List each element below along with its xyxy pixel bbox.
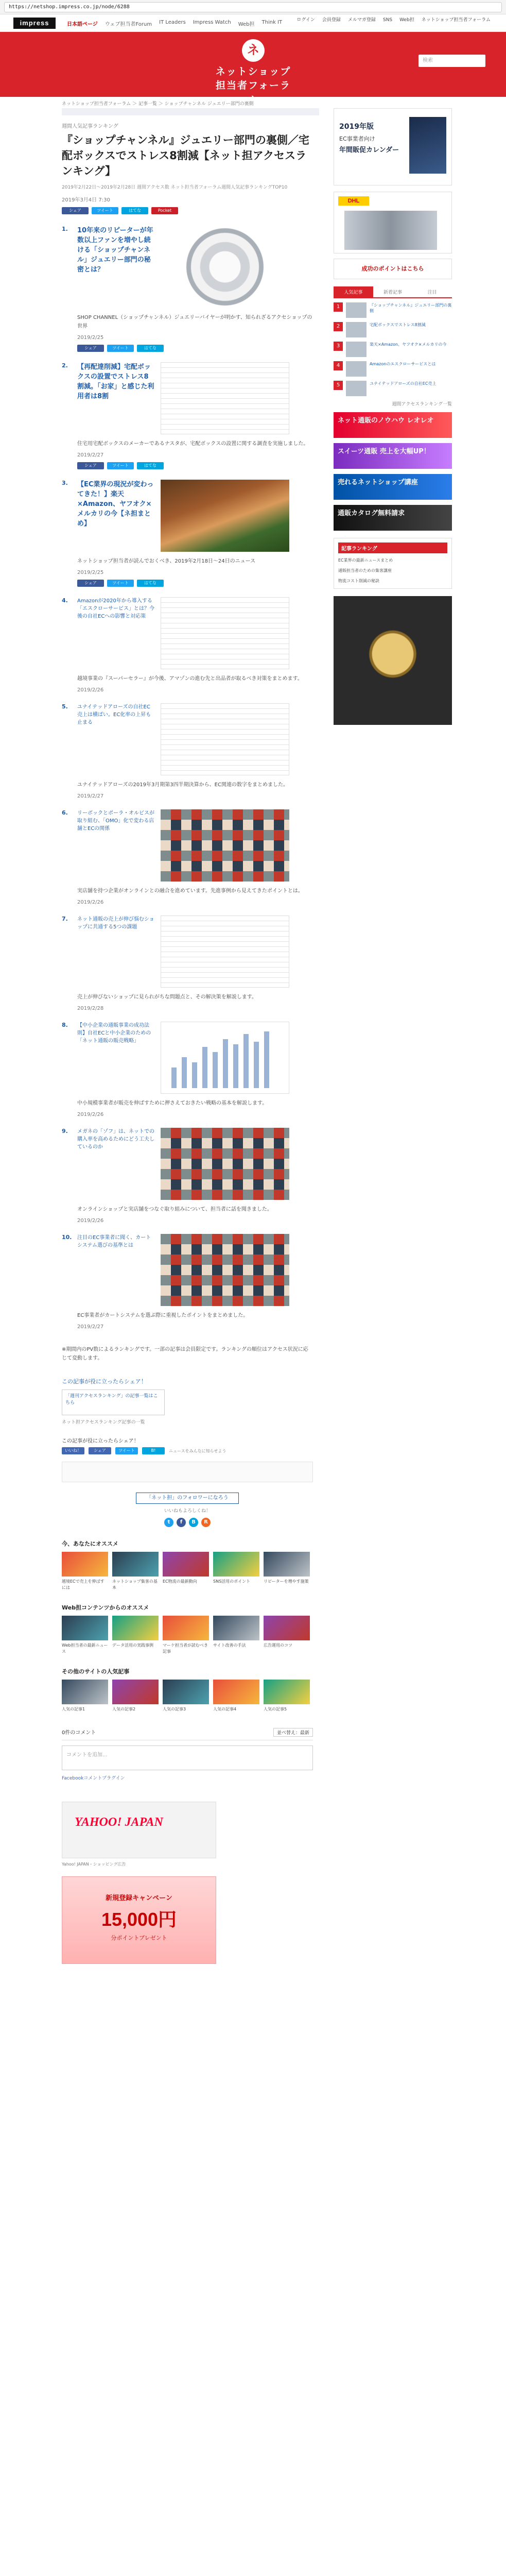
card-image [264,1616,310,1640]
ranking-number: 10. [62,1234,72,1241]
campaign-subtitle: 分ポイントプレゼント [111,1935,167,1941]
facebook-share-button[interactable]: シェア [77,462,104,469]
campaign-amount: 15,000円 [101,1909,177,1930]
address-bar[interactable]: https://netshop.impress.co.jp/node/6288 [4,2,502,12]
entry-share-bar [62,345,313,352]
recommend-card[interactable] [264,1552,310,1591]
card-image [163,1552,209,1577]
hatena-share-button[interactable]: はてな [137,462,164,469]
global-nav-item[interactable]: Impress Watch [193,20,231,25]
side-ranking-box [334,538,452,589]
ranking-entry [62,597,313,693]
facebook-share-button[interactable]: シェア [77,345,104,352]
card-title: サイト改善の手法 [213,1643,246,1648]
newsletter-link[interactable]: メルマガ登録 [347,18,376,23]
article-category[interactable]: 週間人気記事ランキング [62,124,118,129]
comment-sort-select[interactable]: 並べ替え：最新 [273,1728,313,1737]
ranking-title-link[interactable]: ユナイテッドアローズの自社EC売上は横ばい。EC化率の上昇も止まる [77,704,151,725]
breadcrumb[interactable]: ネットショップ担当者フォーラム ＞ 記事一覧 ＞ ショップチャンネル ジュエリー部門の裏側 [62,101,254,107]
ranking-number: 5. [62,703,68,710]
sidebar [334,108,452,725]
side-banner[interactable]: ネット通販のノウハウ レオレオ [334,412,452,438]
card-title: リピーターを増やす施策 [264,1579,309,1584]
recommend-heading: Web担コンテンツからのオススメ [62,1604,149,1611]
side-box-item[interactable]: 物流コスト削減の秘訣 [338,579,379,583]
entry-share-bar [62,462,313,469]
ranking-entry [62,916,313,1011]
hatena-icon[interactable]: B [189,1518,198,1527]
tab-featured[interactable]: 注目 [427,290,437,295]
ranking-entry [62,809,313,905]
ranking-thumb [346,342,367,357]
recommend-card[interactable] [213,1552,259,1591]
twitter-share-button[interactable]: ツイート [107,345,134,352]
card-title: 人気の記事2 [112,1707,136,1711]
ranking-title-link[interactable]: 【再配達削減】宅配ボックスの設置でストレス8割減。「お家」と感じた利用者は8割 [77,363,154,400]
ranking-thumb [346,361,367,377]
recommend-cards [62,1680,313,1713]
ranking-title: 宅配ボックスでストレス8割減 [370,323,426,327]
ranking-summary: ユナイテッドアローズの2019年3月期第3四半期決算から、EC関連の数字をまとめました。 [77,782,288,788]
card-image [213,1616,259,1640]
hatena-share-button[interactable]: B! [142,1447,165,1454]
card-title: 人気の記事4 [213,1707,237,1711]
card-image [112,1616,159,1640]
ranking-date: 2019/2/25 [77,570,104,575]
sns-link[interactable]: SNS [382,18,393,23]
ranking-summary: SHOP CHANNEL（ショップチャンネル）ジュエリーバイヤーが明かす、知られざるアクセショップの世界 [77,315,312,329]
ranking-entry [62,1022,313,1117]
recommend-card[interactable] [213,1680,259,1713]
facebook-share-button[interactable]: シェア [89,1447,111,1454]
card-image [62,1680,108,1704]
card-title: EC物流の最新動向 [163,1579,197,1584]
search-input[interactable]: 検索 [418,55,485,67]
follow-button[interactable]: 「ネット担」のフォロワーになろう [136,1493,239,1504]
cart-logo-icon: ネ [242,39,265,62]
calendar-image [409,117,446,174]
ranking-number: 3. [62,480,68,486]
ranking-date: 2019/2/26 [77,900,104,905]
article-main [62,122,313,1964]
card-image [163,1616,209,1640]
side-banner[interactable]: スイーツ通販 売上を大幅UP！ [334,443,452,469]
ranking-item[interactable] [334,342,452,357]
success-point-ad[interactable]: 成功のポイントはこちら [334,259,452,279]
card-title: Web担当者の最新ニュース [62,1643,108,1654]
hatena-share-button[interactable]: はてな [137,345,164,352]
recommend-card[interactable] [264,1616,310,1655]
ranking-title: Amazonのエスクローサービスとは [370,362,436,366]
side-box-item[interactable]: 通販担当者のための集客講座 [338,568,392,573]
ranking-thumb [346,302,367,318]
ranking-number: 4. [62,597,68,604]
site-title: ネットショップ担当者フォーラム [215,66,291,105]
facebook-like-button[interactable]: いいね！ [62,1447,84,1454]
document-thumbnail[interactable] [161,597,289,669]
article-date: 2019年3月4日 7:30 [62,197,110,203]
twitter-share-button[interactable]: ツイート [115,1447,138,1454]
ranking-date: 2019/2/27 [77,452,104,458]
ranking-entry [62,362,313,469]
document-thumbnail[interactable] [161,916,289,988]
site-logo[interactable] [214,39,293,105]
ranking-entry [62,1234,313,1330]
dhl-ad[interactable] [334,192,452,253]
recommend-card[interactable] [163,1552,209,1591]
recommend-card[interactable] [163,1680,209,1713]
ranking-summary: 住宅用宅配ボックスのメーカーであるナスタが、宅配ボックスの設置に関する調査を実施しました。 [77,441,309,447]
ranking-date: 2019/2/27 [77,793,104,799]
card-image [62,1616,108,1640]
recommend-card[interactable] [112,1680,159,1713]
ring-thumbnail[interactable] [161,226,289,308]
ranking-entry [62,480,313,587]
ranking-title-link[interactable]: Amazonが2020年から導入する「エスクローサービス」とは？今後の自社ECへの影響と対応策 [77,598,154,619]
ranking-title-link[interactable]: 10年来のリピーターが年数以上ファンを増やし続ける「ショップチャンネル」ジュエリー部門の秘密とは？ [77,227,153,274]
card-title: 人気の記事3 [163,1707,186,1711]
global-nav-item[interactable]: 日本語ページ [67,22,98,27]
pocket-share-button[interactable]: Pocket [151,207,178,214]
facebook-icon[interactable]: f [177,1518,186,1527]
ranking-title: 『ショップチャンネル』ジュエリー部門の裏側 [370,303,452,313]
ranking-number: 2. [62,362,68,369]
recommend-card[interactable] [264,1680,310,1713]
ranking-date: 2019/2/27 [77,1324,104,1330]
card-image [213,1680,259,1704]
twitter-share-button[interactable]: ツイート [107,462,134,469]
yahoo-ad-meta: Yahoo! JAPAN・ショッピング広告 [62,1862,126,1867]
web-tan-link[interactable]: Web担 [399,18,414,23]
ranking-summary: 売上が伸びないショップに見られがちな問題点と、その解決策を解説します。 [77,994,257,1000]
account-nav [296,18,491,23]
hatena-share-button[interactable]: はてな [121,207,148,214]
comments-section [62,1728,313,1781]
document-thumbnail[interactable] [161,703,289,775]
global-nav-item[interactable]: Think IT [261,20,283,25]
comment-count: 0件のコメント [62,1730,96,1736]
calendar-ad-title: 年間販促カレンダー [339,146,399,154]
page-title: 『ショップチャンネル』ジュエリー部門の裏側／宅配ボックスでストレス8割減【ネット担アクセスランキング】 [62,134,309,177]
card-title: SNS活用のポイント [213,1579,251,1584]
card-image [163,1680,209,1704]
comment-input[interactable]: コメントを追加... [62,1745,313,1770]
card-title: 越境ECで売上を伸ばすには [62,1579,104,1590]
side-box-item[interactable]: EC業界の最新ニュースまとめ [338,558,393,563]
card-title: 広告運用のコツ [264,1643,292,1648]
collage-thumbnail[interactable] [161,1128,289,1200]
twitter-share-button[interactable]: ツイート [107,580,134,587]
like-section [62,1436,313,1454]
ranking-date: 2019/2/26 [77,687,104,693]
delivery-box-thumbnail[interactable] [161,362,289,434]
ranking-title-link[interactable]: 注目のEC事業者に聞く、カートシステム選びの基準とは [77,1235,151,1248]
ranking-title-link[interactable]: ネット通販の売上が伸び悩むショップに共通する5つの課題 [77,917,154,930]
hatena-share-button[interactable]: はてな [137,580,164,587]
ranking-thumb [346,381,367,396]
campaign-ad[interactable] [62,1876,216,1964]
entry-share-bar [62,580,313,587]
ranking-title-link[interactable]: 【EC業界の現況が変わってきた！】楽天×Amazon、ヤフオク×メルカリの今【ネ担まとめ】 [77,481,154,528]
ranking-number: 1 [334,302,343,312]
ranking-summary: 中小規模事業者が販売を伸ばすために押さえておきたい戦略の基本を解説します。 [77,1100,268,1106]
recommend-card[interactable] [163,1616,209,1655]
ranking-more-link[interactable]: 週間アクセスランキング一覧 [392,402,452,407]
like-section-head: この記事が役に立ったらシェア！ [62,1438,139,1444]
global-header [0,14,506,32]
yahoo-ad[interactable] [62,1802,216,1858]
ranking-title-link[interactable]: リーボックとポーラ・オルビスが取り組む、「OMO」化で変わる店舗とECの関係 [77,810,154,832]
follow-section [62,1493,313,1527]
ranking-item[interactable] [334,322,452,337]
recommend-card[interactable] [62,1680,108,1713]
ranking-summary: オンラインショップと実店舗をつなぐ取り組みについて、担当者に話を聞きました。 [77,1207,272,1212]
horse-race-thumbnail[interactable] [161,480,289,552]
recommend-cards [62,1552,313,1591]
recommend-card[interactable] [62,1552,108,1591]
share-bar [62,207,313,214]
text-ad[interactable] [62,1462,313,1482]
twitter-share-button[interactable]: ツイート [92,207,118,214]
ranking-entry [62,226,313,352]
ranking-summary: 越境事業の『スーパーセラー』が今後、アマゾンの進む先と出品者が取るべき対策をまとめます。 [77,676,303,682]
follow-subtext: いいねもよろしくね！ [164,1509,211,1514]
ranking-number: 1. [62,226,68,232]
login-link[interactable]: ログイン [296,18,315,23]
global-nav [67,20,282,27]
recommend-card[interactable] [112,1616,159,1655]
ranking-number: 8. [62,1022,68,1028]
ranking-date: 2019/2/25 [77,335,104,341]
campaign-title: 新規登録キャンペーン [106,1894,172,1902]
card-image [264,1552,310,1577]
bar-chart-thumbnail[interactable] [161,1022,289,1094]
recommend-card[interactable] [112,1552,159,1591]
ranking-title: 楽天×Amazon、ヤフオク×メルカリの今 [370,342,447,347]
card-image [112,1552,159,1577]
ranking-date: 2019/2/26 [77,1112,104,1117]
ranking-thumb [346,322,367,337]
related-series-card[interactable]: 「週刊アクセスランキング」の記事一覧はこちら [62,1389,165,1415]
ranking-tabs [334,286,452,298]
global-nav-item[interactable]: ウェブ担当者Forum [104,22,152,27]
ranking-title-link[interactable]: 【中小企業の通販事業の成功法則】自社ECと中小企業のための「ネット通販の販売戦略」 [77,1023,151,1044]
ranking-number: 4 [334,361,343,370]
facebook-share-button[interactable]: シェア [62,207,89,214]
ranking-number: 2 [334,322,343,331]
coin-ad[interactable] [334,596,452,725]
ranking-entry [62,703,313,799]
card-title: ネットショップ集客の基本 [112,1579,158,1590]
rss-icon[interactable]: R [201,1518,211,1527]
impress-logo[interactable]: impress [13,18,56,29]
ranking-list [62,226,313,1330]
facebook-share-button[interactable]: シェア [77,580,104,587]
ranking-summary: 実店舗を持つ企業がオンラインとの融合を進めています。先進事例から見えてきたポイントとは。 [77,888,303,894]
comment-plugin-link[interactable]: Facebookコメントプラグイン [62,1776,125,1781]
ranking-item[interactable] [334,381,452,396]
ranking-date: 2019/2/28 [77,1006,104,1011]
tab-popular[interactable]: 人気記事 [334,286,373,297]
related-series-link[interactable]: ネット担アクセスランキング記事の一覧 [62,1420,145,1425]
global-nav-item[interactable]: Web担 [238,22,255,27]
recommend-heading: 今、あなたにオススメ [62,1540,118,1547]
card-image [112,1680,159,1704]
top-share-bar[interactable] [62,108,319,115]
ranking-number: 5 [334,381,343,390]
card-title: マーケ担当者が読むべき記事 [163,1643,208,1654]
ranking-number: 7. [62,916,68,922]
card-image [213,1552,259,1577]
twitter-icon[interactable]: t [164,1518,173,1527]
recommend-card[interactable] [213,1616,259,1655]
ranking-note: ※期間内のPV数によるランキングです。一部の記事は会員限定です。ランキングの順位はアクセス状況に応じて変動します。 [62,1347,308,1361]
calendar-ad[interactable] [334,108,452,185]
dhl-logo: DHL [338,196,369,206]
browser-toolbar [0,0,506,14]
ranking-summary: ネットショップ担当者が読んでおくべき、2019年2月18日～24日のニュース [77,558,256,564]
card-image [264,1680,310,1704]
ranking-number: 9. [62,1128,68,1134]
calendar-ad-year: 2019年版 [339,123,374,131]
ranking-item[interactable] [334,302,452,318]
related-series-head: この記事が役に立ったらシェア！ [62,1378,147,1385]
card-title: データ活用の実践事例 [112,1643,153,1648]
tab-new[interactable]: 新着記事 [383,290,403,295]
ranking-date: 2019/2/26 [77,1218,104,1224]
recommend-cards [62,1616,313,1655]
side-banner[interactable]: 売れるネットショップ講座 [334,474,452,500]
card-image [62,1552,108,1577]
article-lead: 2019年2月22日～2019年2月28日 週間アクセス数 ネット担当者フォーラム週間人気記事ランキングTOP10 [62,185,288,190]
card-title: 人気の記事1 [62,1707,85,1711]
people-photo [344,211,437,250]
recommend-heading: その他のサイトの人気記事 [62,1668,130,1675]
ranking-entry [62,1128,313,1224]
yahoo-logo: YAHOO! JAPAN [75,1816,163,1829]
side-box-heading: 記事ランキング [338,543,447,553]
related-series [62,1377,313,1425]
recommend-card[interactable] [62,1616,108,1655]
card-title: 人気の記事5 [264,1707,287,1711]
ranking-title: ユナイテッドアローズの自社EC売上 [370,381,437,386]
global-nav-item[interactable]: IT Leaders [159,20,186,25]
register-link[interactable]: 会員登録 [322,18,341,23]
ranking-title-link[interactable]: メガネの「ゾフ」は、ネットでの購入率を高めるためにどう工夫しているのか [77,1129,154,1150]
calendar-ad-target: EC事業者向け [339,135,375,142]
ranking-item[interactable] [334,361,452,377]
ranking-number: 6. [62,809,68,816]
ranking-summary: EC事業者がカートシステムを選ぶ際に重視したポイントをまとめました。 [77,1313,249,1318]
ranking-number: 3 [334,342,343,351]
collage-thumbnail[interactable] [161,809,289,882]
side-banner[interactable]: 通販カタログ無料請求 [334,505,452,531]
like-note: ニュースをみんなに知らせよう [169,1448,226,1453]
collage-thumbnail[interactable] [161,1234,289,1306]
netshop-link[interactable]: ネットショップ担当者フォーラム [421,18,491,23]
